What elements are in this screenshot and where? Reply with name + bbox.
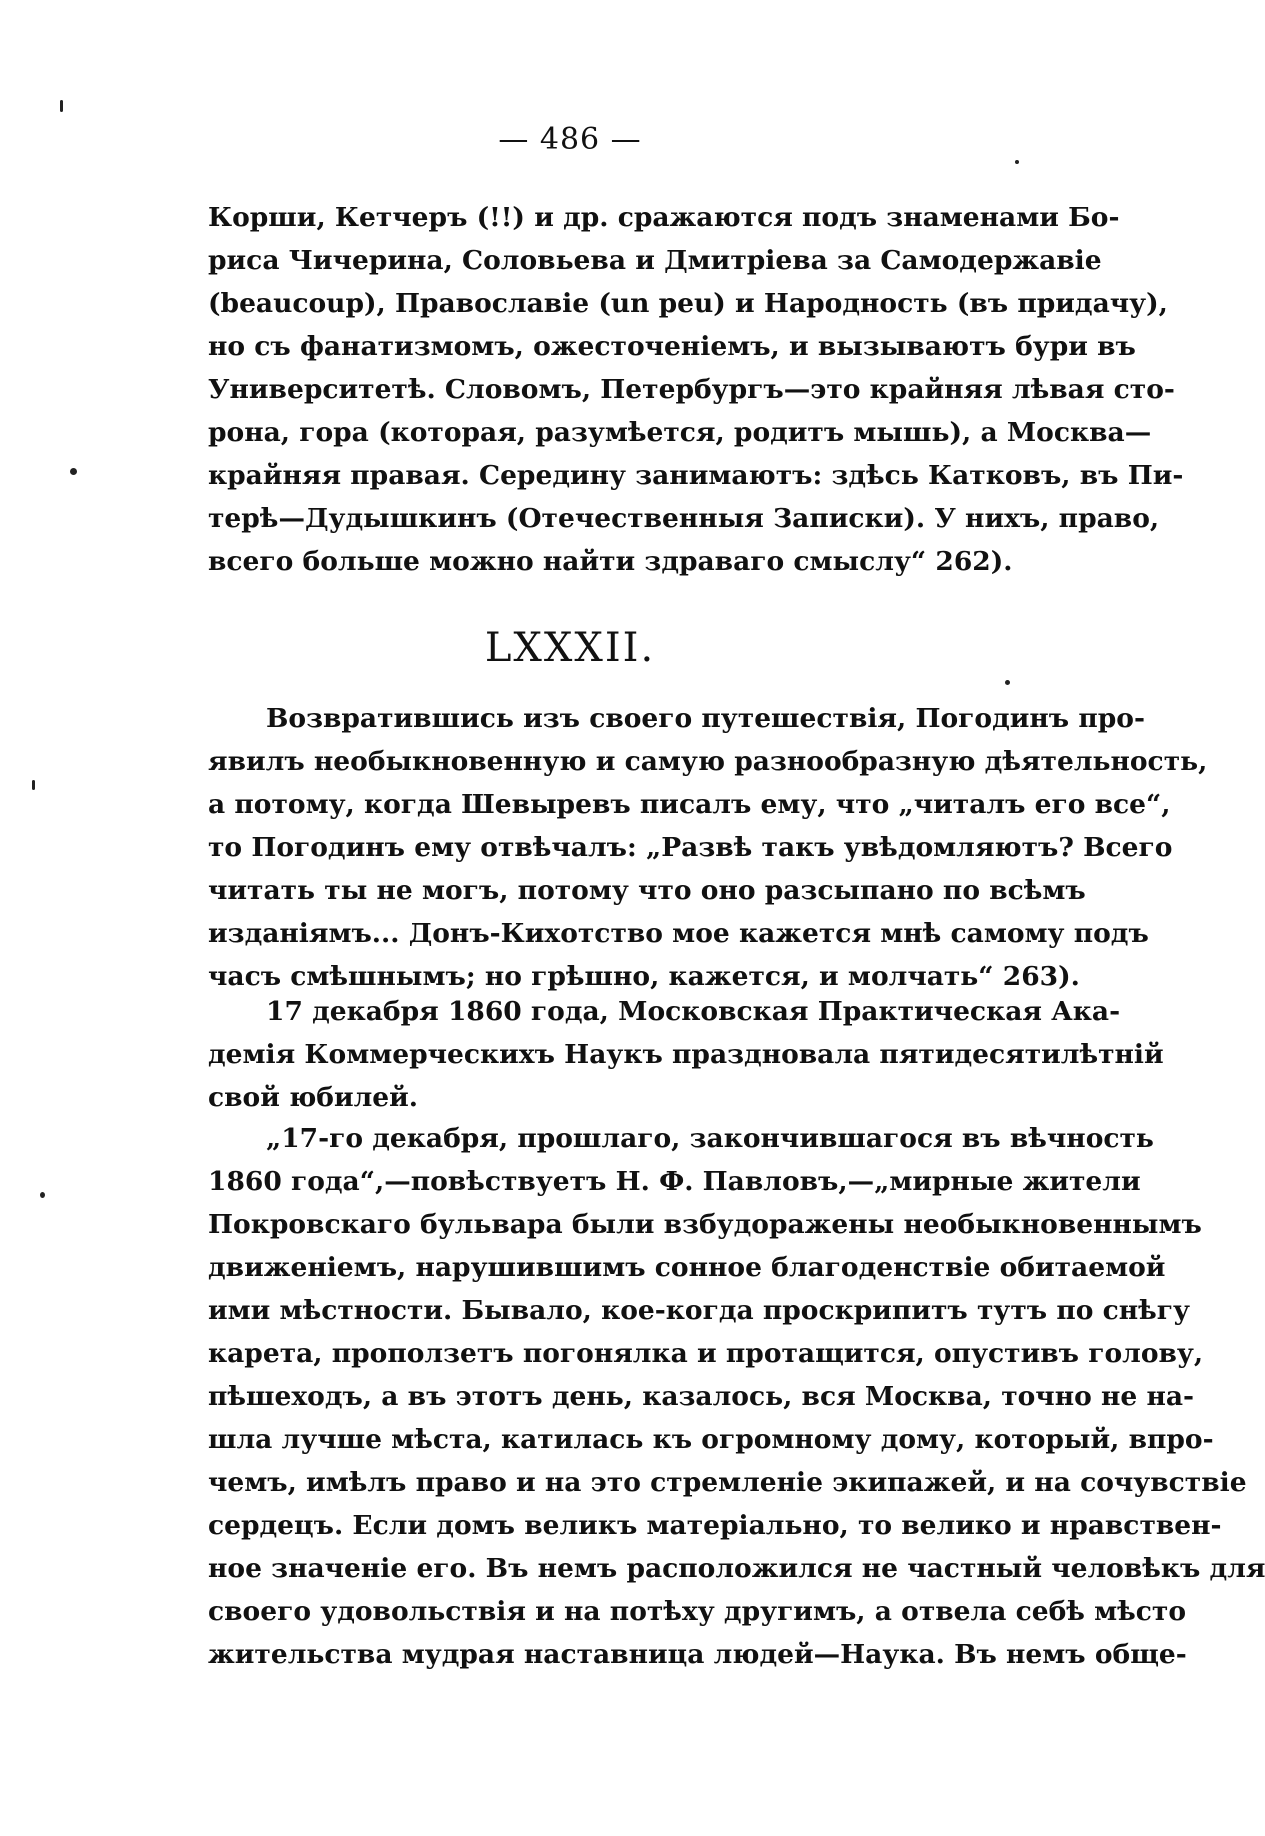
text-line: 1860 года“,—повѣствуетъ Н. Ф. Павловъ,—„мирные жители <box>208 1166 1141 1197</box>
scan-speck <box>1005 680 1010 685</box>
text-line: то Погодинъ ему отвѣчалъ: „Развѣ такъ увѣдомляютъ? Всего <box>208 832 1173 863</box>
text-line: (beaucoup), Православіе (un peu) и Народность (въ придачу), <box>208 288 1168 319</box>
text-line: терѣ—Дудышкинъ (Отечественныя Записки). У нихъ, право, <box>208 503 1160 534</box>
text-line: „17-го декабря, прошлаго, закончившагося въ вѣчность <box>266 1123 1154 1154</box>
paragraph-1 <box>208 697 1208 998</box>
scan-speck <box>1015 160 1019 164</box>
text-line: своего удовольствія и на потѣху другимъ, а отвела себѣ мѣсто <box>208 1596 1187 1627</box>
text-line: демія Коммерческихъ Наукъ праздновала пятидесятилѣтній <box>208 1039 1164 1070</box>
text-line: 17 декабря 1860 года, Московская Практическая Ака- <box>266 996 1121 1027</box>
text-line: Университетѣ. Словомъ, Петербургъ—это крайняя лѣвая сто- <box>208 374 1175 405</box>
text-line: изданіямъ... Донъ-Кихотство мое кажется мнѣ самому подъ <box>208 918 1149 949</box>
text-line: ное значеніе его. Въ немъ расположился не частный человѣкъ для <box>208 1553 1265 1584</box>
scan-speck <box>70 468 77 475</box>
page-number: — 486 — <box>498 122 642 157</box>
text-line: а потому, когда Шевыревъ писалъ ему, что „читалъ его все“, <box>208 789 1171 820</box>
text-line: явилъ необыкновенную и самую разнообразную дѣятельность, <box>208 746 1208 777</box>
text-line: крайняя правая. Середину занимаютъ: здѣсь Катковъ, въ Пи- <box>208 460 1184 491</box>
text-line: часъ смѣшнымъ; но грѣшно, кажется, и молчать“ 263). <box>208 961 1080 992</box>
scan-speck <box>40 1192 45 1198</box>
text-line: Возвратившись изъ своего путешествія, Погодинъ про- <box>266 703 1145 734</box>
text-line: сердецъ. Если домъ великъ матеріально, то велико и нравствен- <box>208 1510 1222 1541</box>
text-line: Корши, Кетчеръ (!!) и др. сражаются подъ знаменами Бо- <box>208 202 1120 233</box>
text-line: пѣшеходъ, а въ этотъ день, казалось, вся Москва, точно не на- <box>208 1381 1195 1412</box>
text-line: риса Чичерина, Соловьева и Дмитріева за Самодержавіе <box>208 245 1102 276</box>
text-line: шла лучше мѣста, катилась къ огромному дому, который, впро- <box>208 1424 1214 1455</box>
text-line: ими мѣстности. Бывало, кое-когда проскрипитъ тутъ по снѣгу <box>208 1295 1190 1326</box>
paragraph-2 <box>208 990 1164 1119</box>
text-line: Покровскаго бульвара были взбудоражены необыкновеннымъ <box>208 1209 1202 1240</box>
text-line: рона, гора (которая, разумѣется, родитъ мышь), а Москва— <box>208 417 1152 448</box>
text-line: свой юбилей. <box>208 1082 419 1113</box>
text-line: читать ты не могъ, потому что оно разсыпано по всѣмъ <box>208 875 1086 906</box>
scan-speck <box>60 100 63 112</box>
text-line: движеніемъ, нарушившимъ сонное благоденствіе обитаемой <box>208 1252 1166 1283</box>
paragraph-3 <box>208 1117 1265 1676</box>
text-line: жительства мудрая наставница людей—Наука. Въ немъ обще- <box>208 1639 1187 1670</box>
text-line: карета, проползетъ погонялка и протащится, опустивъ голову, <box>208 1338 1204 1369</box>
scan-speck <box>32 780 35 790</box>
top-paragraph <box>208 196 1184 583</box>
text-line: всего больше можно найти здраваго смыслу“ 262). <box>208 546 1013 577</box>
chapter-heading: LXXXII. <box>484 625 656 671</box>
text-line: чемъ, имѣлъ право и на это стремленіе экипажей, и на сочувствіе <box>208 1467 1247 1498</box>
text-line: но съ фанатизмомъ, ожесточеніемъ, и вызываютъ бури въ <box>208 331 1136 362</box>
